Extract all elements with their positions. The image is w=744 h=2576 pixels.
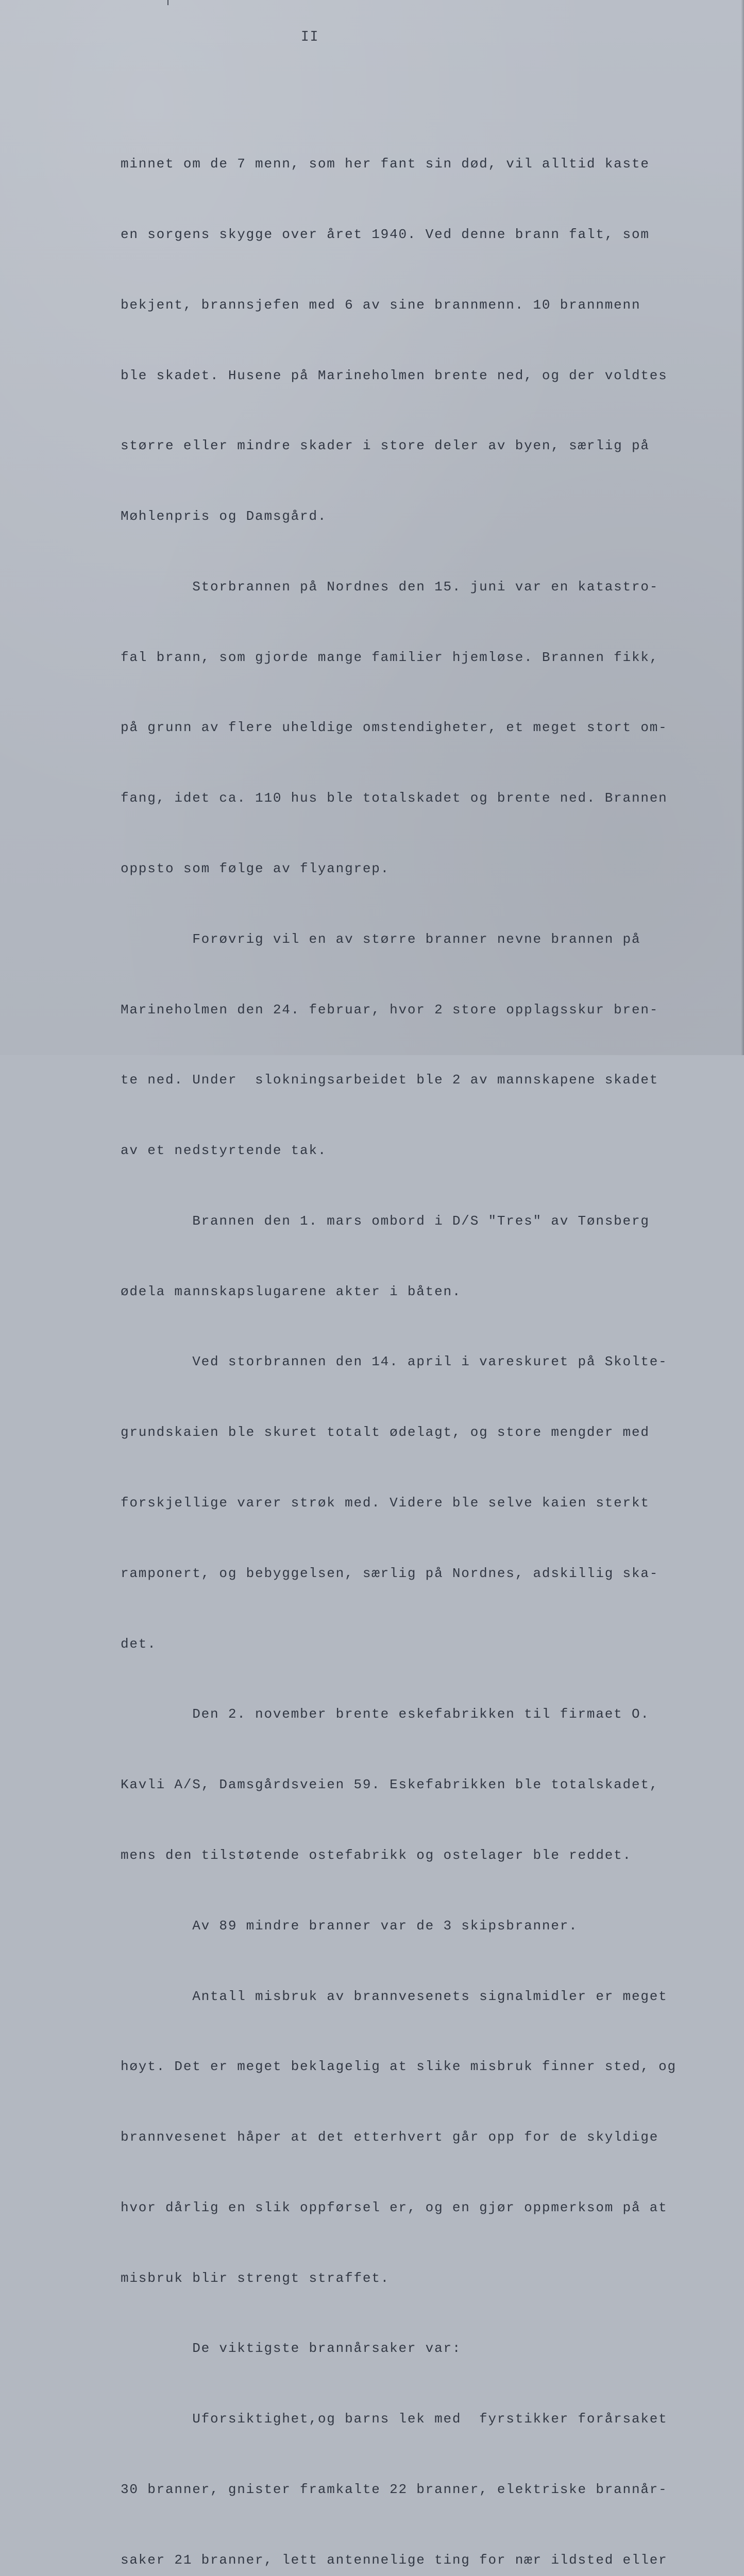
text-line: hvor dårlig en slik oppførsel er, og en gjør oppmerksom på at xyxy=(121,2199,668,2215)
text-line: ødela mannskapslugarene akter i båten. xyxy=(121,1283,462,1299)
text-line: misbruk blir strengt straffet. xyxy=(121,2270,390,2286)
text-line: Av 89 mindre branner var de 3 skipsbranner. xyxy=(121,1918,578,1934)
text-line: bekjent, brannsjefen med 6 av sine brannmenn. 10 brannmenn xyxy=(121,297,641,313)
text-line: høyt. Det er meget beklagelig at slike misbruk finner sted, og xyxy=(121,2059,677,2075)
text-line: Uforsiktighet,og barns lek med fyrstikker forårsaket xyxy=(121,2411,668,2427)
text-line: ble skadet. Husene på Marineholmen brente ned, og der voldtes xyxy=(121,367,668,383)
typewritten-body xyxy=(121,106,682,2576)
text-line: forskjellige varer strøk med. Videre ble selve kaien sterkt xyxy=(121,1495,650,1511)
text-line: te ned. Under slokningsarbeidet ble 2 av mannskapene skadet xyxy=(121,1072,659,1088)
page-number: II xyxy=(301,29,319,44)
text-line: Ved storbrannen den 14. april i vareskuret på Skolte- xyxy=(121,1354,668,1370)
text-line: mens den tilstøtende ostefabrikk og ostelager ble reddet. xyxy=(121,1847,632,1863)
text-line: brannvesenet håper at det etterhvert går opp for de skyldige xyxy=(121,2129,659,2145)
text-line: Den 2. november brente eskefabrikken til firmaet O. xyxy=(121,1706,650,1722)
text-line: Marineholmen den 24. februar, hvor 2 store opplagsskur bren- xyxy=(121,1002,659,1018)
text-line: det. xyxy=(121,1636,157,1652)
text-line: på grunn av flere uheldige omstendigheter, et meget stort om- xyxy=(121,720,668,736)
text-line: Kavli A/S, Damsgårdsveien 59. Eskefabrikken ble totalskadet, xyxy=(121,1777,659,1793)
text-line: 30 branner, gnister framkalte 22 branner, elektriske brannår- xyxy=(121,2481,668,2497)
text-line: Møhlenpris og Damsgård. xyxy=(121,509,327,524)
text-line: oppsto som følge av flyangrep. xyxy=(121,861,390,876)
text-line: Brannen den 1. mars ombord i D/S "Tres" av Tønsberg xyxy=(121,1213,650,1229)
text-line: av et nedstyrtende tak. xyxy=(121,1143,327,1159)
text-line: ramponert, og bebyggelsen, særlig på Nordnes, adskillig ska- xyxy=(121,1565,659,1581)
margin-tick-mark xyxy=(167,0,168,5)
text-line: grundskaien ble skuret totalt ødelagt, og store mengder med xyxy=(121,1425,650,1440)
text-line: fal brann, som gjorde mange familier hjemløse. Brannen fikk, xyxy=(121,649,659,665)
text-line: Forøvrig vil en av større branner nevne brannen på xyxy=(121,931,641,947)
text-line: De viktigste brannårsaker var: xyxy=(121,2341,462,2357)
text-line: Storbrannen på Nordnes den 15. juni var en katastro- xyxy=(121,579,659,595)
page-edge-shadow xyxy=(741,0,744,1055)
text-line: saker 21 branner, lett antennelige ting for nær ildsted eller xyxy=(121,2552,668,2568)
text-line: Antall misbruk av brannvesenets signalmidler er meget xyxy=(121,1988,668,2004)
text-line: fang, idet ca. 110 hus ble totalskadet og brente ned. Brannen xyxy=(121,790,668,806)
text-line: minnet om de 7 menn, som her fant sin død, vil alltid kaste xyxy=(121,156,650,172)
text-line: større eller mindre skader i store deler av byen, særlig på xyxy=(121,438,650,454)
text-line: en sorgens skygge over året 1940. Ved denne brann falt, som xyxy=(121,226,650,242)
